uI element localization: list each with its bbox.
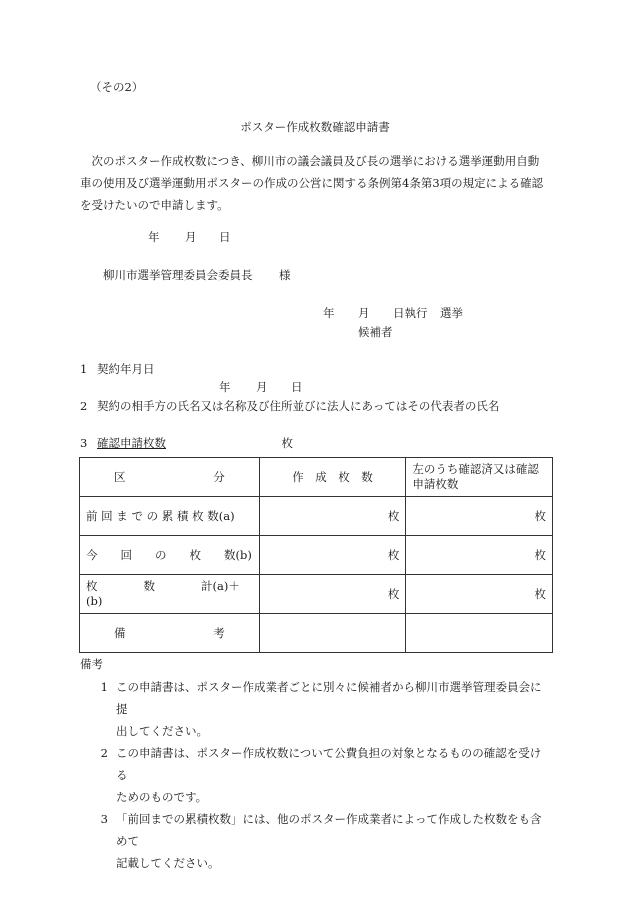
item-1-year: 年 [219, 380, 231, 394]
intro-paragraph [80, 150, 550, 216]
header-confirmed-line2: 申請枚数 [412, 477, 459, 491]
notes-list [80, 676, 550, 874]
row-label: 前 回 ま で の 累 積 枚 数(a) [80, 497, 260, 536]
count-table [79, 457, 553, 653]
addressee-honorific: 様 [279, 268, 291, 282]
candidate-label: 候補者 [358, 325, 393, 339]
row-label: 今 回 の 枚 数(b) [80, 536, 260, 575]
date-year: 年 [148, 230, 160, 244]
table-row [80, 575, 553, 614]
remarks-cell-2[interactable] [406, 614, 553, 653]
election-year: 年 [323, 306, 335, 320]
item-3-number: 3 [80, 436, 88, 450]
remarks-cell[interactable] [259, 614, 406, 653]
item-3-unit: 枚 [281, 436, 293, 450]
date-day: 日 [219, 230, 231, 244]
remarks-label-a: 備 [114, 625, 126, 640]
note-line: 記載してください。 [116, 856, 220, 870]
intro-line-3: を受けたいので申請します。 [80, 198, 229, 212]
note-line: この申請書は、ポスター作成業者ごとに別々に候補者から柳川市選挙管理委員会に提 [116, 680, 542, 716]
header-category-b: 分 [213, 469, 225, 484]
note-line: 出してください。 [116, 724, 208, 738]
intro-line-1: 次のポスター作成枚数につき、柳川市の議会議員及び長の選挙における選挙運動用自動 [91, 154, 540, 168]
election-month: 月 [358, 306, 370, 320]
header-confirmed-line1: 左のうち確認済又は確認 [412, 462, 539, 477]
row-label: 枚 数 計(a)＋(b) [80, 575, 260, 614]
item-1-label: 契約年月日 [97, 362, 155, 376]
row-confirmed-cell[interactable]: 枚 [406, 497, 553, 536]
remarks-label [80, 614, 260, 653]
note-number: 1 [100, 680, 108, 694]
table-header-row [80, 458, 553, 497]
intro-line-2: 車の使用及び選挙運動用ポスターの作成の公営に関する条例第4条第3項の規定による確認 [80, 176, 544, 190]
header-category [80, 458, 260, 497]
note-number: 3 [100, 812, 108, 826]
item-1-number: 1 [80, 362, 88, 376]
remarks-row [80, 614, 553, 653]
row-created-cell[interactable]: 枚 [259, 497, 406, 536]
remarks-label-b: 考 [213, 625, 225, 640]
row-created-cell[interactable]: 枚 [259, 536, 406, 575]
election-day-exec: 日執行 [393, 306, 428, 320]
notes-heading: 備考 [80, 657, 103, 671]
table-row [80, 497, 553, 536]
election-type: 選挙 [440, 306, 463, 320]
note-line: ためのものです。 [116, 790, 208, 804]
item-1-month: 月 [256, 380, 268, 394]
header-confirmed-count [406, 458, 553, 497]
date-month: 月 [185, 230, 197, 244]
note-item [80, 808, 550, 874]
header-category-a: 区 [114, 469, 126, 484]
note-item [80, 742, 550, 808]
row-confirmed-cell[interactable]: 枚 [406, 575, 553, 614]
header-created-count: 作 成 枚 数 [259, 458, 406, 497]
item-2-number: 2 [80, 399, 88, 413]
row-confirmed-cell[interactable]: 枚 [406, 536, 553, 575]
item-3-label [97, 436, 296, 451]
row-created-cell[interactable]: 枚 [259, 575, 406, 614]
note-number: 2 [100, 746, 108, 760]
form-number-label: （その2） [90, 80, 144, 94]
table-row [80, 536, 553, 575]
note-line: 「前回までの累積枚数」には、他のポスター作成業者によって作成した枚数をも含めて [116, 812, 542, 848]
note-line: この申請書は、ポスター作成枚数について公費負担の対象となるものの確認を受ける [116, 746, 542, 782]
item-2-label: 契約の相手方の氏名又は名称及び住所並びに法人にあってはその代表者の氏名 [97, 399, 500, 413]
addressee-name: 柳川市選挙管理委員会委員長 [103, 268, 253, 282]
item-3-label-text: 確認申請枚数 [97, 436, 166, 450]
document-title: ポスター作成枚数確認申請書 [240, 120, 390, 134]
item-1-day: 日 [291, 380, 303, 394]
note-item [80, 676, 550, 742]
